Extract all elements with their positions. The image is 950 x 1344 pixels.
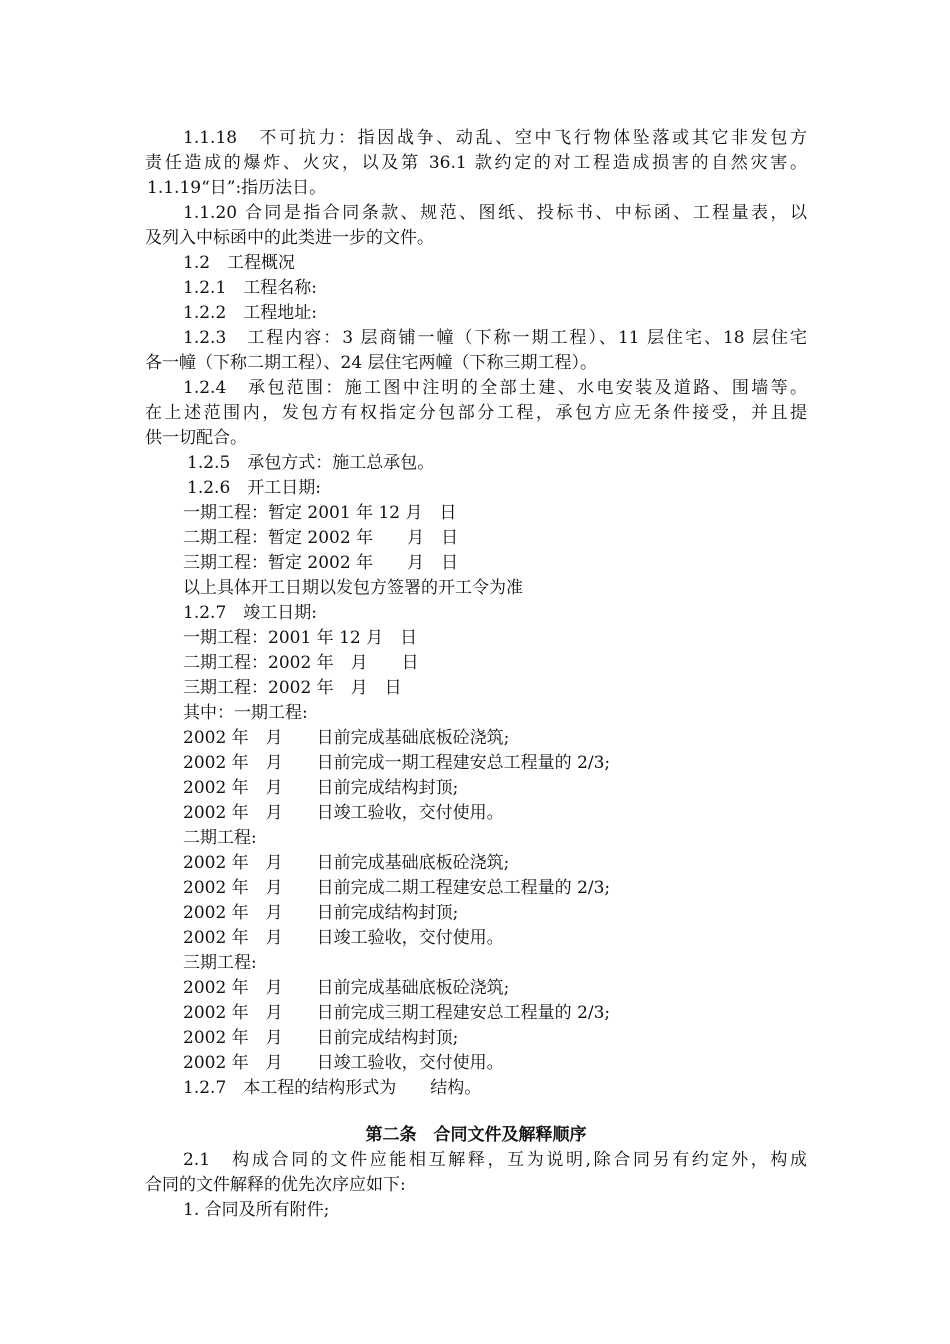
section-1-2-heading: 1.2 工程概况 xyxy=(183,253,296,273)
clause-2-1-line-2: 合同的文件解释的优先次序应如下: xyxy=(145,1175,406,1195)
clause-1-1-20-line-2: 及列入中标函中的此类进一步的文件。 xyxy=(145,228,434,248)
phase-2-milestones-heading: 二期工程: xyxy=(183,828,257,848)
phase-2-milestone: 2002 年 月 日前完成二期工程建安总工程量的 2/3; xyxy=(183,878,611,898)
clause-1-2-1: 1.2.1 工程名称: xyxy=(183,278,317,298)
phase-2-milestone: 2002 年 月 日前完成基础底板砼浇筑; xyxy=(183,853,510,873)
clause-1-1-19: 1.1.19“日”:指历法日。 xyxy=(147,178,327,198)
article-2-heading: 第二条 合同文件及解释顺序 xyxy=(365,1125,587,1145)
phase-1-milestone: 2002 年 月 日前完成一期工程建安总工程量的 2/3; xyxy=(183,753,611,773)
completion-date-phase-2: 二期工程：2002 年 月 日 xyxy=(183,653,419,673)
clause-1-2-7-completion: 1.2.7 竣工日期: xyxy=(183,603,317,623)
phase-1-milestone: 2002 年 月 日竣工验收，交付使用。 xyxy=(183,803,504,823)
phase-3-milestone: 2002 年 月 日竣工验收，交付使用。 xyxy=(183,1053,504,1073)
phase-3-milestone: 2002 年 月 日前完成基础底板砼浇筑; xyxy=(183,978,510,998)
priority-item-1: 1. 合同及所有附件; xyxy=(183,1200,330,1220)
completion-date-phase-1: 一期工程：2001 年 12 月 日 xyxy=(183,628,418,648)
clause-1-2-6: 1.2.6 开工日期: xyxy=(187,478,321,498)
phase-3-milestone: 2002 年 月 日前完成三期工程建安总工程量的 2/3; xyxy=(183,1003,611,1023)
start-date-note: 以上具体开工日期以发包方签署的开工令为准 xyxy=(183,578,523,598)
phase-1-milestone: 2002 年 月 日前完成基础底板砼浇筑; xyxy=(183,728,510,748)
completion-date-phase-3: 三期工程：2002 年 月 日 xyxy=(183,678,402,698)
clause-1-2-4-line-3: 供一切配合。 xyxy=(145,428,247,448)
clause-1-2-2: 1.2.2 工程地址: xyxy=(183,303,317,323)
clause-1-2-3-line-1: 1.2.3 工程内容：3 层商铺一幢（下称一期工程）、11 层住宅、18 层住宅 xyxy=(183,328,807,348)
clause-1-2-4-line-2: 在上述范围内，发包方有权指定分包部分工程，承包方应无条件接受，并且提 xyxy=(145,403,807,423)
clause-1-1-18-line-2: 责任造成的爆炸、火灾，以及第 36.1 款约定的对工程造成损害的自然灾害。 xyxy=(145,153,807,173)
clause-1-1-18-line-1: 1.1.18 不可抗力：指因战争、动乱、空中飞行物体坠落或其它非发包方 xyxy=(183,128,807,148)
start-date-phase-1: 一期工程：暂定 2001 年 12 月 日 xyxy=(183,503,457,523)
phase-2-milestone: 2002 年 月 日前完成结构封顶; xyxy=(183,903,459,923)
phase-2-milestone: 2002 年 月 日竣工验收，交付使用。 xyxy=(183,928,504,948)
clause-1-2-5: 1.2.5 承包方式：施工总承包。 xyxy=(187,453,435,473)
phase-1-milestones-heading: 其中：一期工程: xyxy=(183,703,308,723)
phase-3-milestone: 2002 年 月 日前完成结构封顶; xyxy=(183,1028,459,1048)
start-date-phase-2: 二期工程：暂定 2002 年 月 日 xyxy=(183,528,459,548)
clause-1-2-4-line-1: 1.2.4 承包范围：施工图中注明的全部土建、水电安装及道路、围墙等。 xyxy=(183,378,807,398)
clause-1-1-20-line-1: 1.1.20 合同是指合同条款、规范、图纸、投标书、中标函、工程量表，以 xyxy=(183,203,807,223)
start-date-phase-3: 三期工程：暂定 2002 年 月 日 xyxy=(183,553,459,573)
clause-1-2-7-structure: 1.2.7 本工程的结构形式为 结构。 xyxy=(183,1078,482,1098)
phase-3-milestones-heading: 三期工程: xyxy=(183,953,257,973)
phase-1-milestone: 2002 年 月 日前完成结构封顶; xyxy=(183,778,459,798)
clause-2-1-line-1: 2.1 构成合同的文件应能相互解释，互为说明,除合同另有约定外，构成 xyxy=(183,1150,807,1170)
clause-1-2-3-line-2: 各一幢（下称二期工程）、24 层住宅两幢（下称三期工程）。 xyxy=(145,353,598,373)
